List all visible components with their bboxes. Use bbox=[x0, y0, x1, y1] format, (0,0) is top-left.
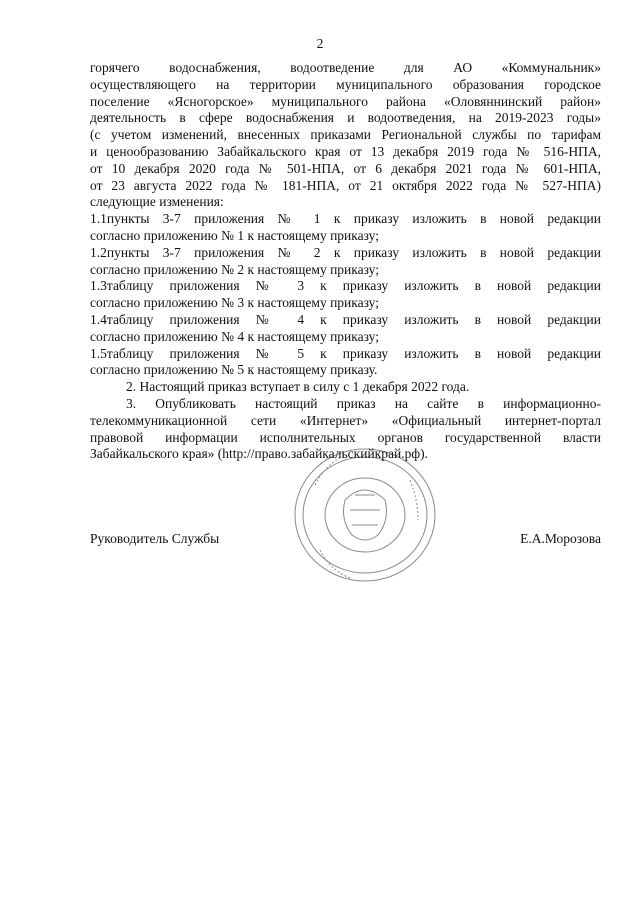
intro-line: горячего водоснабжения, водоотведение для АО «Коммунальник» bbox=[90, 60, 601, 75]
amendment-item bbox=[90, 245, 601, 279]
intro-line: и ценообразованию Забайкальского края от 13 декабря 2019 года № 516-НПА, bbox=[90, 143, 601, 159]
item-number: 1.4 bbox=[90, 311, 107, 327]
document-body bbox=[90, 60, 601, 463]
signatory-name: Е.А.Морозова bbox=[520, 531, 601, 546]
intro-line: (с учетом изменений, внесенных приказами Региональной службы по тарифам bbox=[90, 127, 601, 143]
item-number: 1.3 bbox=[90, 278, 107, 294]
item-number: 1.5 bbox=[90, 345, 107, 361]
point-2: 2. Настоящий приказ вступает в силу с 1 декабря 2022 года. bbox=[126, 379, 470, 395]
item-text: таблицу приложения № 5 к приказу изложить в новой редакции bbox=[106, 345, 601, 361]
intro-line: деятельность в сфере водоснабжения и водоотведения, на 2019-2023 годы» bbox=[90, 110, 601, 126]
item-text: пункты 3-7 приложения № 1 к приказу изложить в новой редакции bbox=[106, 211, 601, 227]
item-text: пункты 3-7 приложения № 2 к приказу изложить в новой редакции bbox=[106, 244, 601, 260]
intro-line: осуществляющего на территории муниципального образования городское bbox=[90, 76, 601, 92]
item-text: таблицу приложения № 4 к приказу изложить в новой редакции bbox=[106, 311, 601, 327]
intro-line: от 23 августа 2022 года № 181-НПА, от 21 октября 2022 года № 527-НПА) bbox=[90, 177, 601, 193]
item-text: согласно приложению № 4 к настоящему приказу; bbox=[90, 328, 379, 344]
item-number: 1.1 bbox=[90, 211, 107, 227]
intro-line: от 10 декабря 2020 года № 501-НПА, от 6 декабря 2021 года № 601-НПА, bbox=[90, 160, 601, 176]
amendment-item bbox=[90, 312, 601, 346]
item-text: согласно приложению № 2 к настоящему приказу; bbox=[90, 261, 379, 277]
point-3-line: 3. Опубликовать настоящий приказ на сайте в информационно- bbox=[126, 395, 601, 411]
point-3-line: правовой информации исполнительных органов государственной власти bbox=[90, 429, 601, 445]
official-seal-stamp bbox=[290, 440, 440, 590]
amendment-item bbox=[90, 278, 601, 312]
item-text: согласно приложению № 5 к настоящему приказу. bbox=[90, 362, 378, 378]
amendment-item bbox=[90, 211, 601, 245]
item-text: таблицу приложения № 3 к приказу изложить в новой редакции bbox=[106, 278, 601, 294]
item-text: согласно приложению № 3 к настоящему приказу; bbox=[90, 295, 379, 311]
point-3-line: Забайкальского края» (http://право.забайкальскийкрай.рф). bbox=[90, 446, 428, 462]
page-number: 2 bbox=[316, 36, 324, 51]
intro-line: поселение «Ясногорское» муниципального района «Оловяннинский район» bbox=[90, 93, 601, 109]
item-number: 1.2 bbox=[90, 244, 107, 260]
signatory-position: Руководитель Службы bbox=[90, 531, 220, 546]
point-3-line: телекоммуникационной сети «Интернет» «Официальный интернет-портал bbox=[90, 412, 601, 428]
item-text: согласно приложению № 1 к настоящему приказу; bbox=[90, 227, 379, 243]
intro-line: следующие изменения: bbox=[90, 194, 224, 210]
amendment-item bbox=[90, 346, 601, 380]
